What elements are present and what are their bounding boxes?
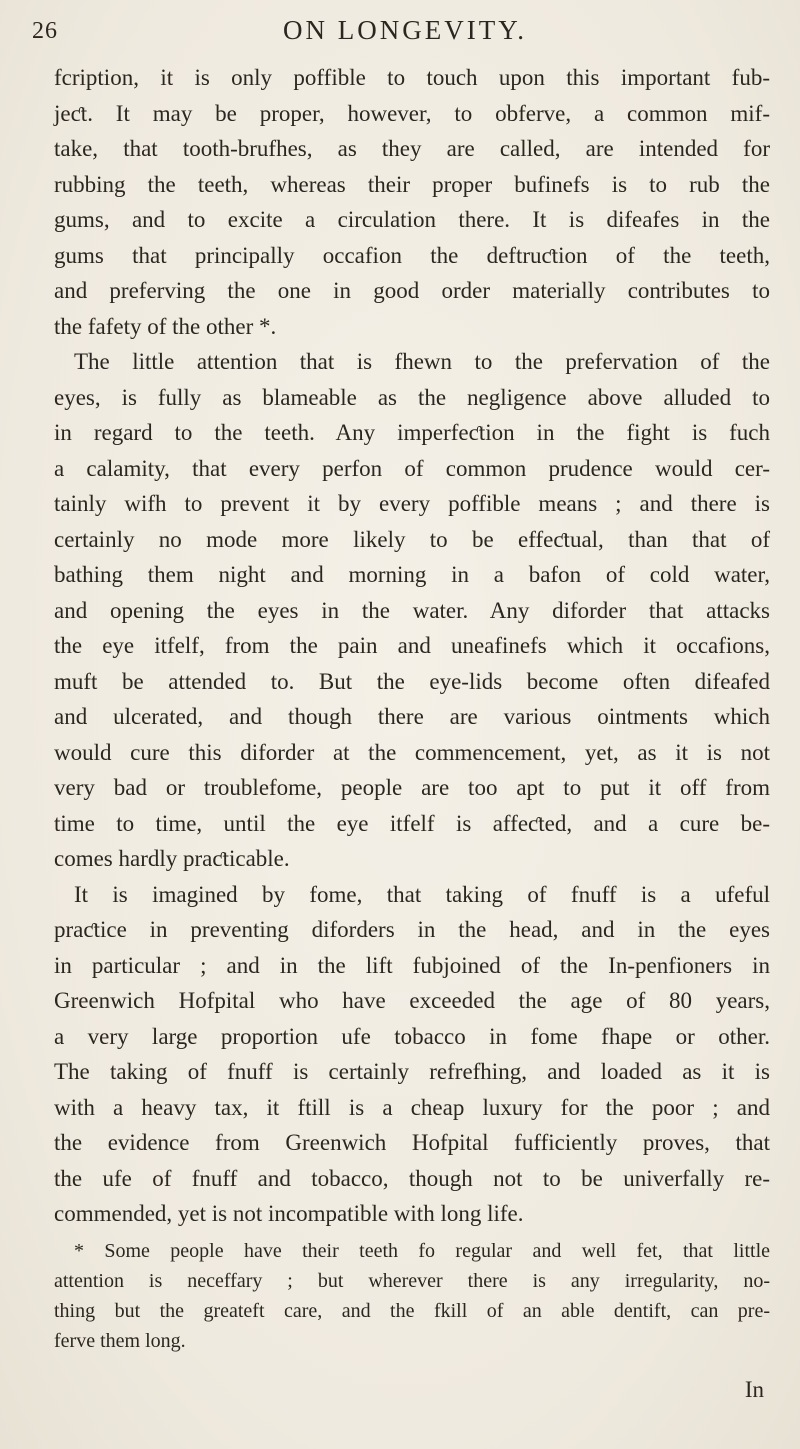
- text-line: jeƈt. It may be proper, however, to obferve, a common mif-: [54, 100, 770, 126]
- text-line: It is imagined by fome, that taking of fnuff is a ufeful: [74, 881, 770, 907]
- text-line: eyes, is fully as blameable as the negligence above alluded to: [54, 384, 770, 410]
- text-line: praƈtice in preventing diforders in the head, and in the eyes: [54, 917, 770, 942]
- text-line: a calamity, that every perfon of common prudence would cer-: [54, 455, 770, 481]
- text-line: gums that principally occafion the deftruƈtion of the teeth,: [54, 242, 770, 268]
- text-line: The little attention that is fhewn to the prefervation of the: [74, 349, 770, 374]
- text-line: in particular ; and in the lift fubjoined of the In-penfioners in: [54, 952, 770, 978]
- text-line: very bad or troublefome, people are too apt to put it off from: [54, 775, 770, 800]
- text-line: muft be attended to. But the eye-lids become often difeafed: [54, 668, 770, 694]
- text-line: certainly no mode more likely to be effeƈtual, than that of: [54, 526, 770, 552]
- text-line: and opening the eyes in the water. Any diforder that attacks: [54, 597, 770, 623]
- text-line: rubbing the teeth, whereas their proper bufinefs is to rub the: [54, 171, 770, 197]
- text-line: tainly wifh to prevent it by every poffible means ; and there is: [54, 491, 770, 516]
- text-line: would cure this diforder at the commencement, yet, as it is not: [54, 739, 770, 765]
- text-line: fcription, it is only poffible to touch upon this important fub-: [54, 65, 770, 90]
- text-line: the evidence from Greenwich Hofpital fufficiently proves, that: [54, 1130, 770, 1155]
- text-line: Greenwich Hofpital who have exceeded the age of 80 years,: [54, 988, 770, 1013]
- text-line: with a heavy tax, it ftill is a cheap luxury for the poor ; and: [54, 1094, 770, 1120]
- text-line: the eye itfelf, from the pain and uneafinefs which it occafions,: [54, 633, 770, 658]
- text-line: gums, and to excite a circulation there. It is difeafes in the: [54, 207, 770, 232]
- text-line: a very large proportion ufe tobacco in fome fhape or other.: [54, 1023, 770, 1049]
- text-line: in regard to the teeth. Any imperfeƈtion in the fight is fuch: [54, 420, 770, 445]
- running-head: ON LONGEVITY.: [283, 15, 527, 45]
- footnote-line: thing but the greateft care, and the fkill of an able dentift, can pre-: [54, 1300, 770, 1322]
- footnote-line: * Some people have their teeth fo regular and well fet, that little: [74, 1240, 770, 1262]
- text-line: commended, yet is not incompatible with long life.: [54, 1201, 524, 1226]
- footnote-line: attention is neceffary ; but wherever there is any irregularity, no-: [54, 1270, 770, 1292]
- text-line: The taking of fnuff is certainly refrefhing, and loaded as it is: [54, 1059, 770, 1084]
- text-line: bathing them night and morning in a bafon of cold water,: [54, 562, 770, 587]
- text-line: the fafety of the other *.: [54, 313, 277, 339]
- page-number: 26: [32, 18, 58, 44]
- text-line: the ufe of fnuff and tobacco, though not to be univerfally re-: [54, 1165, 770, 1191]
- catchword: In: [744, 1377, 764, 1402]
- text-line: comes hardly praƈticable.: [54, 846, 290, 871]
- body-text: [54, 60, 770, 1232]
- page-header: [30, 12, 760, 52]
- text-line: time to time, until the eye itfelf is affeƈted, and a cure be-: [54, 810, 770, 836]
- footnote-line: ferve them long.: [54, 1330, 186, 1352]
- text-line: and preferving the one in good order materially contributes to: [54, 278, 770, 303]
- text-line: take, that tooth-brufhes, as they are called, are intended for: [54, 136, 770, 161]
- text-line: and ulcerated, and though there are various ointments which: [54, 704, 770, 729]
- footnote: [54, 1236, 770, 1356]
